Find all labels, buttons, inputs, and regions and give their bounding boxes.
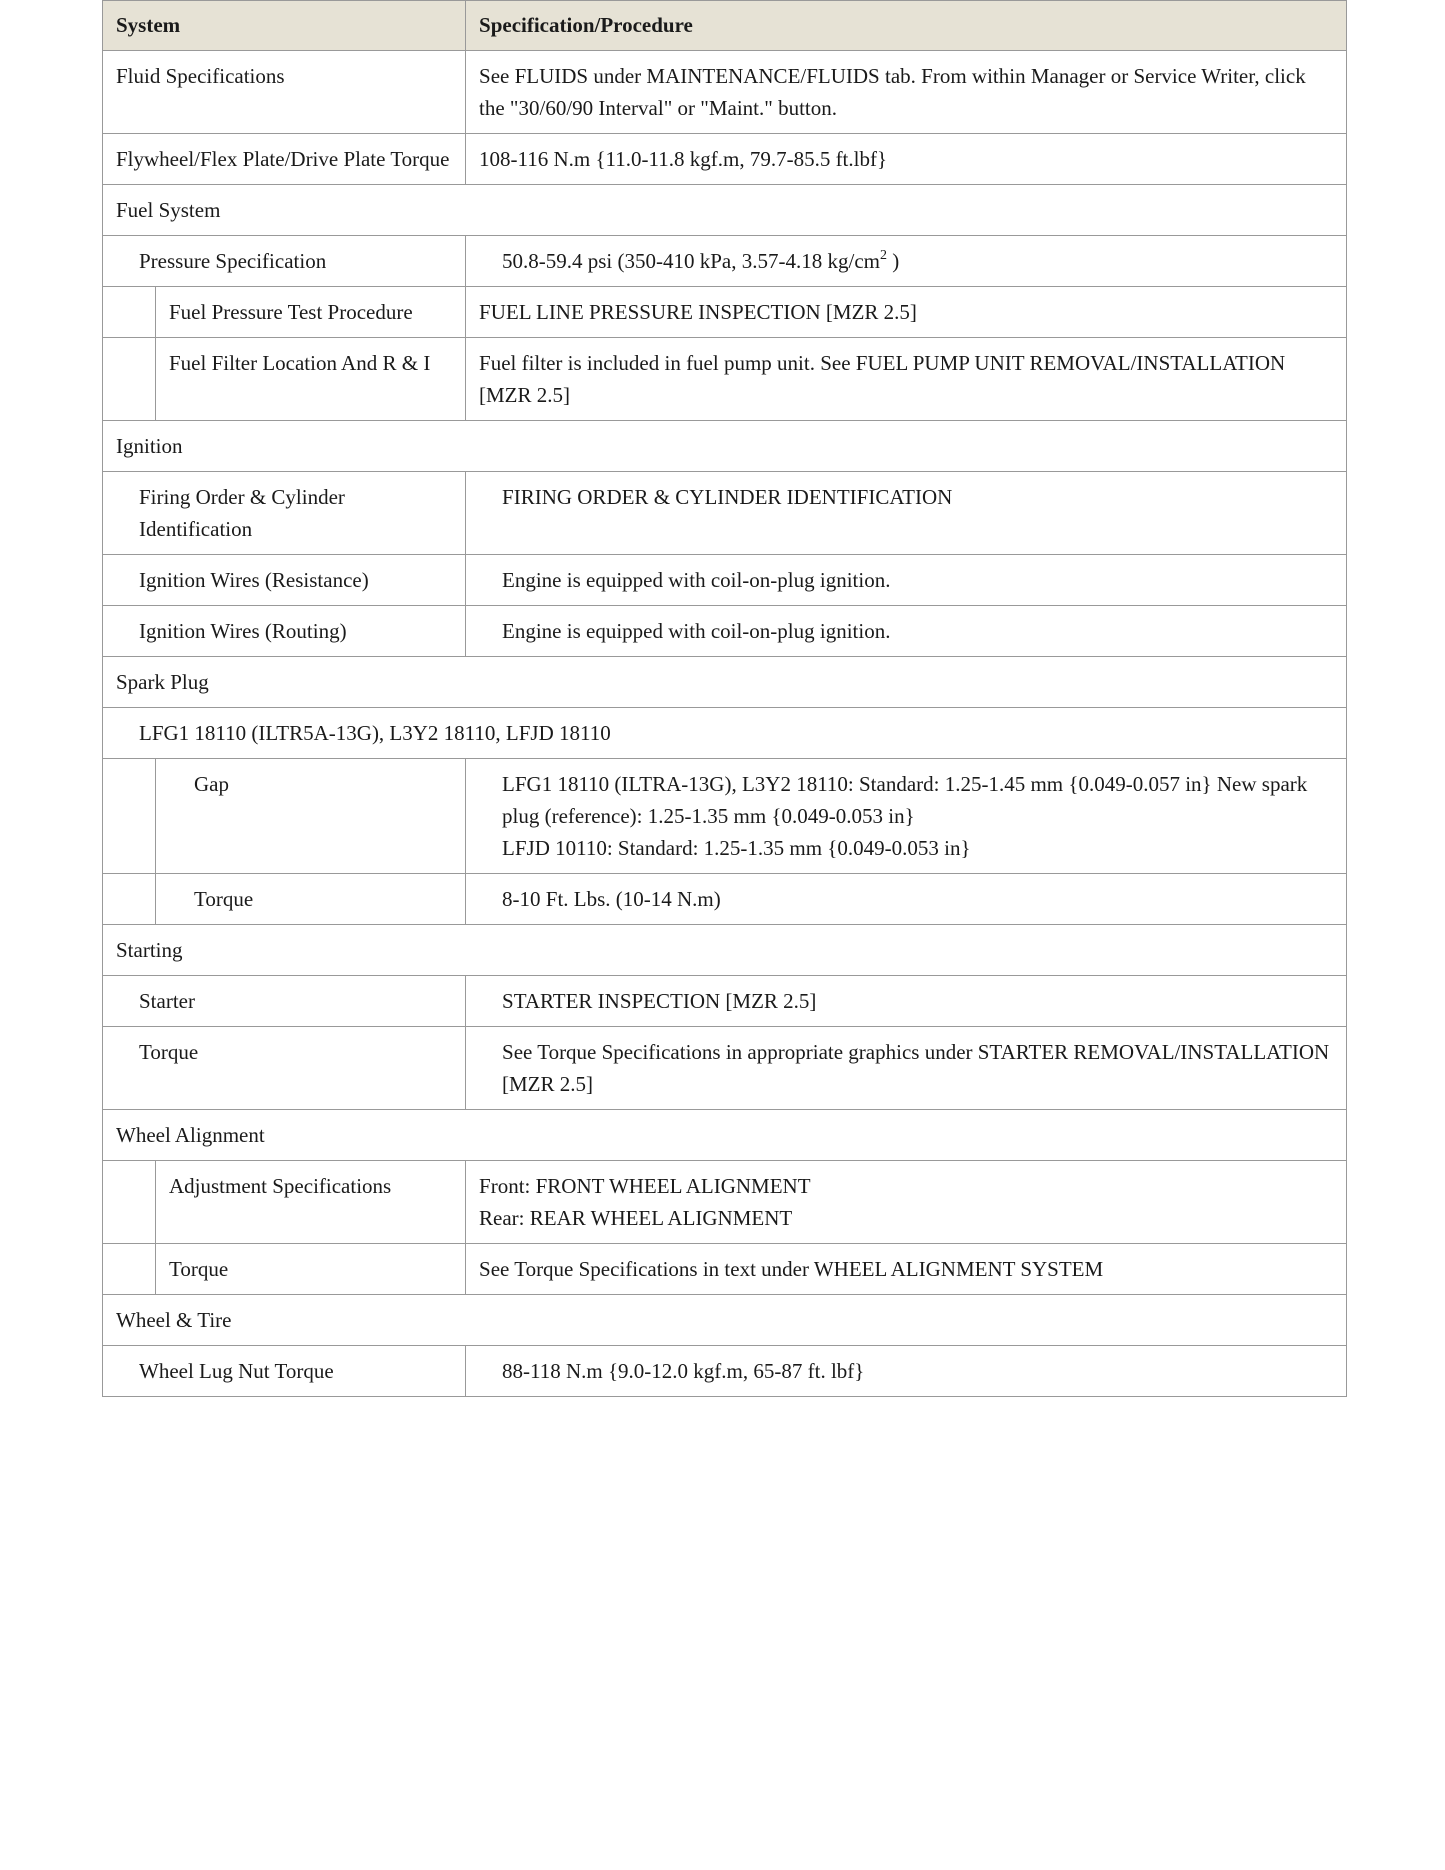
section-heading: Spark Plug (103, 657, 1347, 708)
value-line: LFG1 18110 (ILTRA-13G), L3Y2 18110: Standard: 1.25-1.45 mm {0.049-0.057 in} New spark plug (reference): 1.25-1.35 mm {0.049-0.053 in} (502, 772, 1308, 828)
row-value: 108-116 N.m {11.0-11.8 kgf.m, 79.7-85.5 ft.lbf} (466, 134, 1347, 185)
row-value: See FLUIDS under MAINTENANCE/FLUIDS tab. From within Manager or Service Writer, click the "30/60/90 Interval" or "Maint." button. (466, 51, 1347, 134)
row-value: Engine is equipped with coil-on-plug ignition. (466, 606, 1347, 657)
value-line: Rear: REAR WHEEL ALIGNMENT (479, 1206, 793, 1230)
value-line: LFJD 10110: Standard: 1.25-1.35 mm {0.049-0.053 in} (502, 836, 971, 860)
table-row (103, 555, 1347, 606)
row-label: Torque (156, 874, 466, 925)
row-value: FIRING ORDER & CYLINDER IDENTIFICATION (466, 472, 1347, 555)
header-system: System (103, 1, 466, 51)
section-row (103, 421, 1347, 472)
row-label: Adjustment Specifications (156, 1161, 466, 1244)
table-row (103, 1161, 1347, 1244)
table-row (103, 1244, 1347, 1295)
row-label: Torque (156, 1244, 466, 1295)
table-row (103, 759, 1347, 874)
row-value: 8-10 Ft. Lbs. (10-14 N.m) (466, 874, 1347, 925)
row-label: Flywheel/Flex Plate/Drive Plate Torque (103, 134, 466, 185)
specifications-table (102, 0, 1347, 1397)
row-label: Gap (156, 759, 466, 874)
table-row (103, 606, 1347, 657)
indent-cell (103, 338, 156, 421)
table-header-row (103, 1, 1347, 51)
row-value (466, 759, 1347, 874)
subsection-heading: LFG1 18110 (ILTR5A-13G), L3Y2 18110, LFJD 18110 (103, 708, 1347, 759)
indent-cell (103, 287, 156, 338)
row-label: Fuel Filter Location And R & I (156, 338, 466, 421)
table-row (103, 472, 1347, 555)
table-row (103, 236, 1347, 287)
section-heading: Wheel & Tire (103, 1295, 1347, 1346)
table-row (103, 338, 1347, 421)
table-row (103, 287, 1347, 338)
pressure-value: 50.8-59.4 psi (350-410 kPa, 3.57-4.18 kg/cm (502, 249, 880, 273)
row-value: Fuel filter is included in fuel pump unit. See FUEL PUMP UNIT REMOVAL/INSTALLATION [MZR 2.5] (466, 338, 1347, 421)
row-value: 88-118 N.m {9.0-12.0 kgf.m, 65-87 ft. lbf} (466, 1346, 1347, 1397)
section-heading: Fuel System (103, 185, 1347, 236)
section-row (103, 925, 1347, 976)
section-heading: Starting (103, 925, 1347, 976)
superscript: 2 (880, 248, 887, 263)
row-value: STARTER INSPECTION [MZR 2.5] (466, 976, 1347, 1027)
row-label: Starter (103, 976, 466, 1027)
table-row (103, 1027, 1347, 1110)
row-label: Ignition Wires (Resistance) (103, 555, 466, 606)
row-value: FUEL LINE PRESSURE INSPECTION [MZR 2.5] (466, 287, 1347, 338)
row-label: Fluid Specifications (103, 51, 466, 134)
row-label: Pressure Specification (103, 236, 466, 287)
section-row (103, 1110, 1347, 1161)
table-row (103, 1346, 1347, 1397)
header-specification: Specification/Procedure (466, 1, 1347, 51)
value-line: Front: FRONT WHEEL ALIGNMENT (479, 1174, 811, 1198)
row-value (466, 236, 1347, 287)
section-row (103, 657, 1347, 708)
table-row (103, 874, 1347, 925)
indent-cell (103, 1244, 156, 1295)
indent-cell (103, 1161, 156, 1244)
table-row (103, 51, 1347, 134)
subsection-row (103, 708, 1347, 759)
section-heading: Ignition (103, 421, 1347, 472)
table-row (103, 134, 1347, 185)
indent-cell (103, 874, 156, 925)
table-row (103, 976, 1347, 1027)
row-value: Engine is equipped with coil-on-plug ignition. (466, 555, 1347, 606)
row-label: Torque (103, 1027, 466, 1110)
row-value: See Torque Specifications in appropriate graphics under STARTER REMOVAL/INSTALLATION [MZR 2.5] (466, 1027, 1347, 1110)
row-value: See Torque Specifications in text under WHEEL ALIGNMENT SYSTEM (466, 1244, 1347, 1295)
section-row (103, 1295, 1347, 1346)
pressure-close: ) (887, 249, 900, 273)
row-label: Fuel Pressure Test Procedure (156, 287, 466, 338)
row-label: Firing Order & Cylinder Identification (103, 472, 466, 555)
section-row (103, 185, 1347, 236)
row-label: Wheel Lug Nut Torque (103, 1346, 466, 1397)
row-value (466, 1161, 1347, 1244)
row-label: Ignition Wires (Routing) (103, 606, 466, 657)
indent-cell (103, 759, 156, 874)
section-heading: Wheel Alignment (103, 1110, 1347, 1161)
